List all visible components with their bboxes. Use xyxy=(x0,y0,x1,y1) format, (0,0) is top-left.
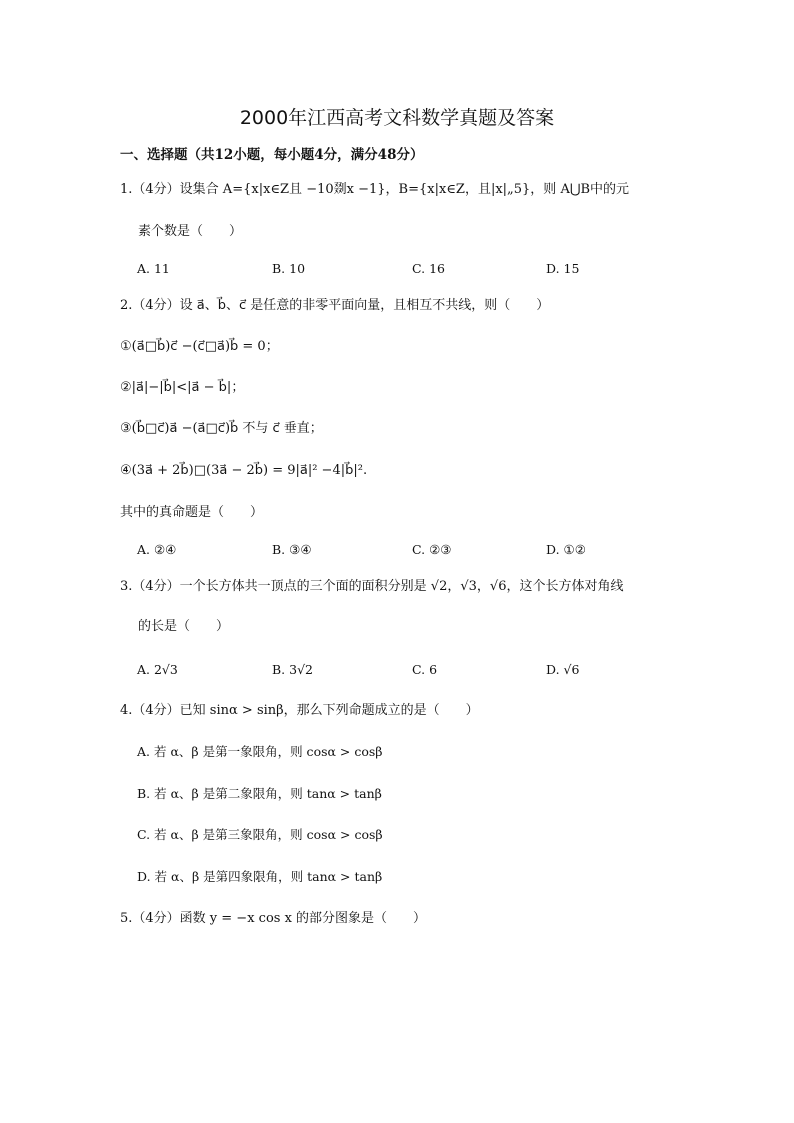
question-2-option-c: C. ②③ xyxy=(412,542,452,557)
question-3-stem-continued: 的长是（ ） xyxy=(138,619,230,634)
question-2-statement-2: ②|a⃗|−|b⃗|<|a⃗ − b⃗|； xyxy=(120,380,245,395)
question-4-option-b: B. 若 α、β 是第二象限角，则 tanα > tanβ xyxy=(137,786,382,801)
question-3-option-b: B. 3√2 xyxy=(272,662,314,677)
question-4-option-d: D. 若 α、β 是第四象限角，则 tanα > tanβ xyxy=(137,869,383,884)
question-3-stem: 3.（4分）一个长方体共一顶点的三个面的面积分别是 √2，√3，√6，这个长方体对角线 xyxy=(120,579,624,594)
question-1-option-c: C. 16 xyxy=(412,261,445,276)
section-heading: 一、选择题（共12小题，每小题4分，满分48分） xyxy=(120,147,424,163)
question-2-statement-4: ④(3a⃗ + 2b⃗)□(3a⃗ − 2b⃗) = 9|a⃗|² −4|b⃗|². xyxy=(120,463,368,478)
question-2-ask: 其中的真命题是（ ） xyxy=(120,505,264,520)
question-2-statement-1: ①(a⃗□b⃗)c⃗ −(c⃗□a⃗)b⃗ = 0； xyxy=(120,339,279,354)
page-title: 2000年江西高考文科数学真题及答案 xyxy=(239,107,555,129)
question-2-option-d: D. ①② xyxy=(546,542,586,557)
question-3-option-d: D. √6 xyxy=(546,662,580,677)
question-2-option-a: A. ②④ xyxy=(137,542,177,557)
question-4-option-c: C. 若 α、β 是第三象限角，则 cosα > cosβ xyxy=(137,827,383,842)
question-3-option-c: C. 6 xyxy=(412,662,438,677)
question-3-option-a: A. 2√3 xyxy=(137,662,178,677)
question-4-option-a: A. 若 α、β 是第一象限角，则 cosα > cosβ xyxy=(137,744,383,759)
question-1-option-b: B. 10 xyxy=(272,261,306,276)
question-2-option-b: B. ③④ xyxy=(272,542,312,557)
question-5-stem: 5.（4分）函数 y = −x cos x 的部分图象是（ ） xyxy=(120,911,427,926)
question-2-stem: 2.（4分）设 a⃗、b⃗、c⃗ 是任意的非零平面向量，且相互不共线，则（ ） xyxy=(120,298,550,313)
question-1-stem: 1.（4分）设集合 A={x|x∈Z且 −10剟x −1}，B={x|x∈Z，且|x|„5}，则 A⋃B中的元 xyxy=(120,182,630,197)
question-4-stem: 4.（4分）已知 sinα > sinβ，那么下列命题成立的是（ ） xyxy=(120,703,479,718)
question-1-option-d: D. 15 xyxy=(546,261,580,276)
question-1-option-a: A. 11 xyxy=(137,261,170,276)
question-2-statement-3: ③(b⃗□c⃗)a⃗ −(a⃗□c⃗)b⃗ 不与 c⃗ 垂直； xyxy=(120,421,323,436)
question-1-stem-continued: 素个数是（ ） xyxy=(138,224,243,239)
